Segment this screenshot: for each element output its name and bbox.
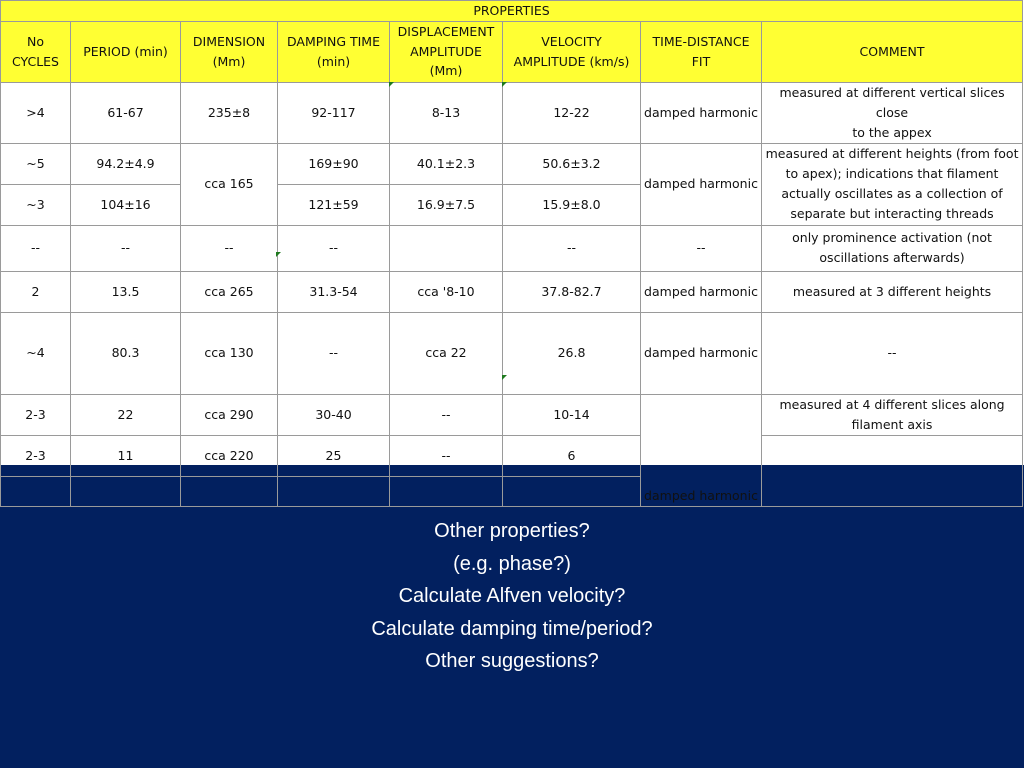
cell-note-marker: [502, 375, 507, 380]
cell-fit: damped harmonic: [641, 271, 762, 312]
cell-velocity: 15.9±8.0: [503, 184, 641, 225]
cell-velocity: 12-22: [503, 82, 641, 143]
cell-dimension: --: [181, 225, 278, 271]
cell-dimension: 235±8: [181, 82, 278, 143]
table-row: [1, 225, 1023, 271]
cell-period: 11: [71, 435, 181, 476]
cell-comment: only prominence activation (not oscillations afterwards): [762, 225, 1023, 271]
cell-cycles: --: [1, 225, 71, 271]
cell-fit: damped harmonic: [641, 143, 762, 225]
question-item: (e.g. phase?): [453, 552, 571, 575]
cell-dimension: cca 220: [181, 435, 278, 476]
group-header: PROPERTIES: [1, 1, 1023, 22]
cell-velocity: 37.8-82.7: [503, 271, 641, 312]
col-header-cycles: No CYCLES: [1, 21, 71, 82]
cell-fit: --: [641, 225, 762, 271]
cell-cycles: 2-3: [1, 394, 71, 435]
col-header-displacement: DISPLACEMENT AMPLITUDE (Mm): [390, 21, 503, 82]
cell-velocity: 50.6±3.2: [503, 143, 641, 184]
cell-note-marker: [389, 82, 394, 87]
cell-damping: 169±90: [278, 143, 390, 184]
col-header-fit: TIME-DISTANCE FIT: [641, 21, 762, 82]
cell-fit: damped harmonic: [641, 394, 762, 506]
cell-comment: measured at 3 different heights: [762, 271, 1023, 312]
cell-cycles: ~4: [1, 312, 71, 394]
cell-velocity: 10-14: [503, 394, 641, 435]
cell-dimension: cca 165: [181, 143, 278, 225]
cell-comment: measured at 4 different slices along filament axis: [762, 394, 1023, 435]
table-row: [1, 312, 1023, 394]
cell-damping: 92-117: [278, 82, 390, 143]
cell-damping: 25: [278, 435, 390, 476]
table-row: [1, 143, 1023, 184]
cell-period: 104±16: [71, 184, 181, 225]
column-header-row: [1, 21, 1023, 82]
cell-damping: 31.3-54: [278, 271, 390, 312]
cell-displacement: --: [390, 435, 503, 476]
table-row: [1, 82, 1023, 143]
cell-fit: damped harmonic: [641, 82, 762, 143]
col-header-velocity: VELOCITY AMPLITUDE (km/s): [503, 21, 641, 82]
cell-displacement: 8-13: [390, 82, 503, 143]
cell-cycles: 2-3: [1, 435, 71, 476]
cell-period: 94.2±4.9: [71, 143, 181, 184]
cell-note-marker: [502, 82, 507, 87]
cell-period: 80.3: [71, 312, 181, 394]
cell-fit: damped harmonic: [641, 312, 762, 394]
col-header-damping: DAMPING TIME (min): [278, 21, 390, 82]
table-row: [1, 271, 1023, 312]
question-item: Calculate damping time/period?: [371, 617, 653, 640]
cell-dimension: cca 130: [181, 312, 278, 394]
cell-comment: measured at different heights (from foot to apex); indications that filament actually oscillates as a collection of separate but interacting threads: [762, 143, 1023, 225]
cell-cycles: 2: [1, 271, 71, 312]
cell-displacement: cca 22: [390, 312, 503, 394]
cell-comment: --: [762, 312, 1023, 394]
cell-displacement: 40.1±2.3: [390, 143, 503, 184]
table-row: [1, 435, 1023, 476]
cell-note-marker: [276, 252, 281, 257]
cell-cycles: >4: [1, 82, 71, 143]
cell-period: 22: [71, 394, 181, 435]
cell-velocity: 6: [503, 435, 641, 476]
cell-velocity: 26.8: [503, 312, 641, 394]
col-header-comment: COMMENT: [762, 21, 1023, 82]
cell-comment: [762, 435, 1023, 506]
cell-period: --: [71, 225, 181, 271]
cell-period: 13.5: [71, 271, 181, 312]
col-header-dimension: DIMENSION (Mm): [181, 21, 278, 82]
cell-cycles: ~3: [1, 184, 71, 225]
cell-damping: --: [278, 225, 390, 271]
question-item: Other suggestions?: [425, 650, 599, 672]
col-header-period: PERIOD (min): [71, 21, 181, 82]
cell-period: 61-67: [71, 82, 181, 143]
cell-damping: 121±59: [278, 184, 390, 225]
cell-displacement: 16.9±7.5: [390, 184, 503, 225]
question-list: [0, 515, 1024, 678]
cell-displacement: --: [390, 394, 503, 435]
cell-displacement: cca '8-10: [390, 271, 503, 312]
group-header-row: [1, 1, 1023, 22]
question-item: Other properties?: [434, 520, 590, 542]
cell-comment: measured at different vertical slices close to the appex: [762, 82, 1023, 143]
question-item: Calculate Alfven velocity?: [398, 585, 626, 607]
cell-damping: 30-40: [278, 394, 390, 435]
cell-dimension: cca 265: [181, 271, 278, 312]
cell-damping: --: [278, 312, 390, 394]
table-row: [1, 394, 1023, 435]
cell-displacement: [390, 225, 503, 271]
cell-dimension: cca 290: [181, 394, 278, 435]
cell-velocity: --: [503, 225, 641, 271]
cell-cycles: ~5: [1, 143, 71, 184]
